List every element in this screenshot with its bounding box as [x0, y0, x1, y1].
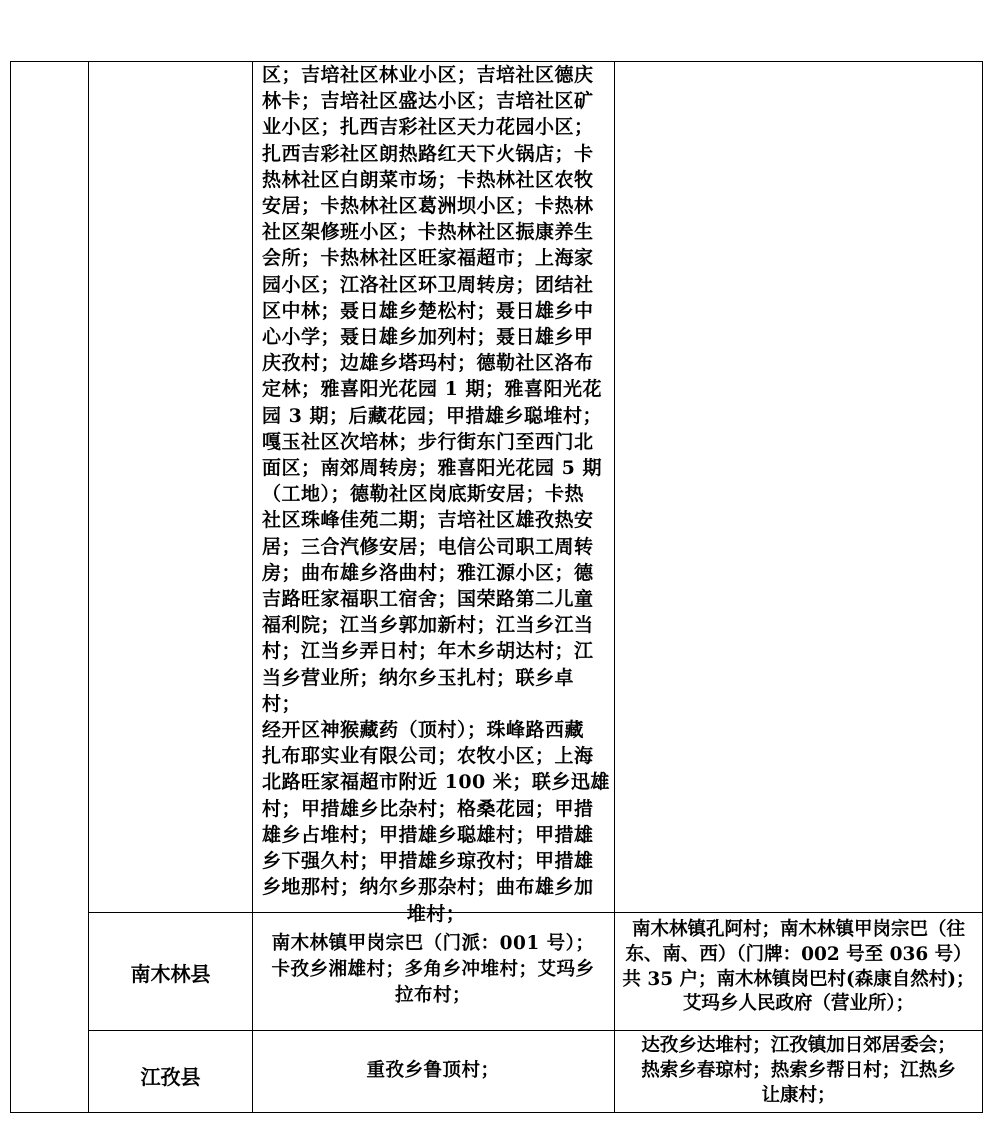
text-line: 区中林；聂日雄乡楚松村；聂日雄乡中 [262, 299, 594, 322]
text-line: 园小区；江洛社区环卫周转房；团结社 [262, 273, 594, 296]
text-line: 庆孜村；边雄乡塔玛村；德勒社区洛布 [262, 352, 594, 375]
row1-col3-text [262, 62, 610, 927]
col-line-4 [614, 61, 615, 1113]
text-line: 安居；卡热林社区葛洲坝小区；卡热林 [262, 195, 594, 218]
county-name: 江孜县 [140, 1065, 201, 1089]
text-line: 业小区；扎西吉彩社区天力花园小区； [262, 116, 594, 139]
text-line: 房；曲布雄乡洛曲村；雅江源小区；德 [262, 561, 594, 584]
text-line: 会所；卡热林社区旺家福超市；上海家 [262, 247, 594, 270]
text-line: （工地）；德勒社区岗底斯安居；卡热 [262, 483, 585, 506]
row2-col4-text [616, 918, 981, 1017]
text-line: 艾玛乡人民政府（营业所）； [682, 993, 915, 1015]
county-name: 南木林县 [130, 962, 211, 986]
text-line: 热索乡春琼村；热索乡帮日村；江热乡 [641, 1059, 956, 1081]
text-line: 村；甲措雄乡比杂村；格桑花园；甲措 [262, 797, 594, 820]
text-line: 乡地那村；纳尔乡那杂村；曲布雄乡加 [262, 876, 594, 899]
text-line: 定林；雅喜阳光花园 1 期；雅喜阳光花 [262, 378, 602, 401]
text-line: 卡孜乡湘雄村；多角乡冲堆村；艾玛乡 [271, 959, 595, 980]
text-line: 让康村； [761, 1084, 836, 1106]
text-line: 社区架修班小区；卡热林社区振康养生 [262, 221, 594, 244]
row3-col4-text [616, 1034, 981, 1108]
text-line: 南木林镇孔阿村；南木林镇甲岗宗巴（往 [631, 919, 965, 940]
row3-col3-text [256, 1058, 610, 1084]
text-line: 心小学；聂日雄乡加列村；聂日雄乡甲 [262, 326, 594, 349]
text-line: 拉布村； [394, 985, 471, 1006]
row2-col3-text [256, 931, 610, 1009]
text-line: 扎西吉彩社区朗热路红天下火锅店；卡 [262, 142, 594, 165]
text-line: 福利院；江当乡郭加新村；江当乡江当 [262, 614, 594, 637]
text-line: 南木林镇甲岗宗巴（门派：001 号）； [271, 933, 595, 954]
text-line: 社区珠峰佳苑二期；吉培社区雄孜热安 [262, 509, 594, 532]
text-line: 雄乡占堆村；甲措雄乡聪雄村；甲措雄 [262, 823, 594, 846]
text-line: 嘎玉社区次培林；步行街东门至西门北 [262, 430, 594, 453]
text-line: 北路旺家福超市附近 100 米；联乡迅雄 [262, 771, 610, 794]
text-line: 区；吉培社区林业小区；吉培社区德庆 [262, 64, 594, 86]
text-line: 村；江当乡弄日村；年木乡胡达村；江 [262, 640, 594, 663]
text-line: 热林社区白朗菜市场；卡热林社区农牧 [262, 168, 594, 191]
col-line-2 [88, 61, 89, 1113]
text-line: 园 3 期；后藏花园；甲措雄乡聪堆村； [262, 404, 602, 427]
col-line-1 [10, 61, 11, 1113]
text-line: 经开区神猴藏药（顶村）；珠峰路西藏 [262, 719, 585, 742]
text-line: 乡下强久村；甲措雄乡琼孜村；甲措雄 [262, 850, 594, 873]
col-line-5 [982, 61, 983, 1113]
text-line: 林卡；吉培社区盛达小区；吉培社区矿 [262, 90, 594, 113]
text-line: 东、南、西）（门牌：002 号至 036 号） [625, 943, 972, 965]
table-border-bottom [10, 1112, 983, 1113]
text-line: 重孜乡鲁顶村； [366, 1060, 500, 1081]
row-divider-2 [88, 1030, 983, 1031]
col-line-3 [252, 61, 253, 1113]
text-line: 共 35 户；南木林镇岗巴村(森康自然村)； [622, 968, 975, 990]
text-line: 面区；南郊周转房；雅喜阳光花园 5 期 [262, 457, 602, 480]
text-line: 达孜乡达堆村；江孜镇加日郊居委会； [641, 1035, 956, 1056]
text-line: 居；三合汽修安居；电信公司职工周转 [262, 535, 594, 558]
text-line: 吉路旺家福职工宿舍；国荣路第二儿童 [262, 588, 594, 611]
text-line: 扎布耶实业有限公司；农牧小区；上海 [262, 745, 594, 768]
text-line: 堆村； [406, 902, 466, 925]
text-line: 当乡营业所；纳尔乡玉扎村；联乡卓村； [262, 666, 575, 715]
